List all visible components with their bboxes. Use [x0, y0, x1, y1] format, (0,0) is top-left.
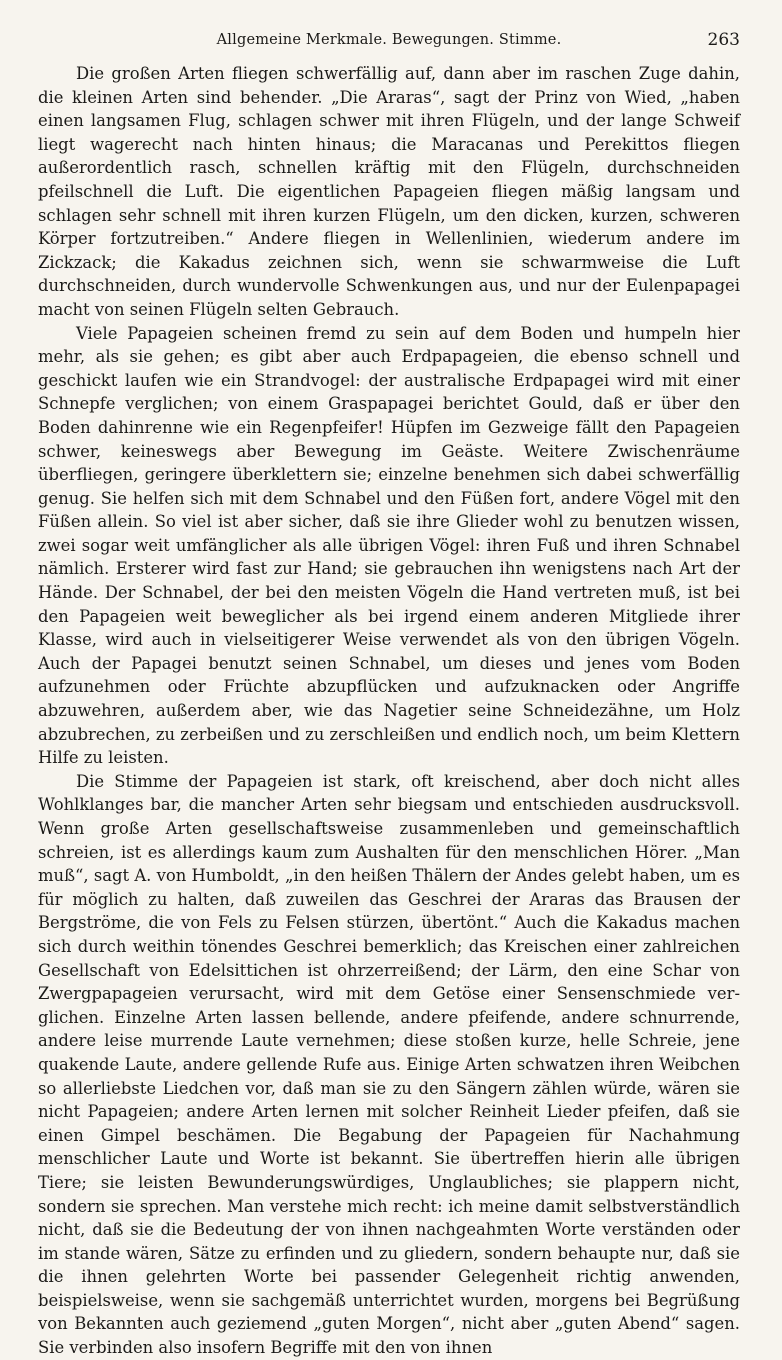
- paragraph-voice: Die Stimme der Papageien ist stark, oft kreischend, aber doch nicht alles Wohlklanges bar, die mancher Arten sehr biegsam und entschieden ausdrucksvoll. Wenn große Arten gesellschaftsweise zusammenleben und gemeinschaftlich schreien, ist es allerdings kaum zum Aushalten für den menschlichen Hörer. „Man muß“, sagt A. von Humboldt, „in den heißen Thälern der Andes gelebt haben, um es für möglich zu halten, daß zuweilen das Geschrei der Araras das Brausen der Bergströme, die von Fels zu Felsen stürzen, übertönt.“ Auch die Kakadus machen sich durch weithin tönendes Geschrei bemerklich; das Kreischen einer zahlreichen Gesellschaft von Edelsittichen ist ohrzerreißend; der Lärm, den eine Schar von Zwergpapageien verursacht, wird mit dem Getöse einer Sensenschmiede verglichen. Einzelne Arten lassen bellende, andere pfeifende, andere schnurrende, andere leise murrende Laute vernehmen; diese stoßen kurze, helle Schreie, jene quakende Laute, andere gellende Rufe aus. Einige Arten schwatzen ihren Weibchen so allerliebste Liedchen vor, daß man sie zu den Sängern zählen würde, wären sie nicht Papageien; andere Arten lernen mit solcher Reinheit Lieder pfeifen, daß sie einen Gimpel beschämen. Die Begabung der Papageien für Nachahmung menschlicher Laute und Worte ist bekannt. Sie übertreffen hierin alle übrigen Tiere; sie leisten Bewunderungswürdiges, Unglaubliches; sie plappern nicht, sondern sie sprechen. Man verstehe mich recht: ich meine damit selbstverständlich nicht, daß sie die Bedeutung der von ihnen nachgeahmten Worte verständen oder im stande wären, Sätze zu erfinden und zu gliedern, sondern behaupte nur, daß sie die ihnen gelehrten Worte bei passender Gelegenheit richtig anwenden, beispielsweise, wenn sie sachgemäß unterrichtet wurden, morgens bei Begrüßung von Bekannten auch geziemend „guten Morgen“, nicht aber „guten Abend“ sagen. Sie verbinden also insofern Begriffe mit den von ihnen: [38, 771, 740, 1358]
- page-number: 263: [707, 30, 740, 50]
- paragraph-locomotion: Viele Papageien scheinen fremd zu sein auf dem Boden und humpeln hier mehr, als sie gehen; es gibt aber auch Erdpapageien, die ebenso schnell und geschickt laufen wie ein Strandvogel: der australische Erdpapagei wird mit einer Schnepfe verglichen; von einem Graspapagei berichtet Gould, daß er über den Boden dahinrenne wie ein Regenpfeifer! Hüpfen im Gezweige fällt den Papageien schwer, keineswegs aber Bewegung im Geäste. Weitere Zwischenräume überfliegen, geringere überklettern sie; einzelne benehmen sich dabei schwerfällig genug. Sie helfen sich mit dem Schnabel und den Füßen fort, andere Vögel mit den Füßen allein. So viel ist aber sicher, daß sie ihre Glieder wohl zu benutzen wissen, zwei sogar weit umfänglicher als alle übrigen Vögel: ihren Fuß und ihren Schnabel nämlich. Ersterer wird fast zur Hand; sie gebrauchen ihn wenigstens nach Art der Hände. Der Schnabel, der bei den meisten Vögeln die Hand vertreten muß, ist bei den Papageien weit beweglicher als bei irgend einem anderen Mitgliede ihrer Klasse, wird auch in vielseitigerer Weise verwendet als von den übrigen Vögeln. Auch der Papagei benutzt seinen Schnabel, um dieses und jenes vom Boden aufzunehmen oder Früchte abzupflücken und aufzuknacken oder Angriffe abzuwehren, außerdem aber, wie das Nagetier seine Schneidezähne, um Holz abzubrechen, zu zerbeißen und zu zerschleißen und endlich noch, um beim Klettern Hilfe zu leisten.: [38, 323, 740, 768]
- running-title: Allgemeine Merkmale. Bewegungen. Stimme.: [216, 32, 562, 48]
- running-head: [38, 28, 740, 54]
- paragraph-flight: Die großen Arten fliegen schwerfällig auf, dann aber im raschen Zuge dahin, die kleinen Arten sind behender. „Die Araras“, sagt der Prinz von Wied, „haben einen langsamen Flug, schlagen schwer mit ihren Flügeln, und der lange Schweif liegt wagerecht nach hinten hinaus; die Maracanas und Perekittos fliegen außerordentlich rasch, schnellen kräftig mit den Flügeln, durchschneiden pfeilschnell die Luft. Die eigentlichen Papageien fliegen mäßig langsam und schlagen sehr schnell mit ihren kurzen Flügeln, um den dicken, kurzen, schweren Körper fortzutreiben.“ Andere fliegen in Wellenlinien, wiederum andere im Zickzack; die Kakadus zeichnen sich, wenn sie schwarmweise die Luft durchschneiden, durch wundervolle Schwenkungen aus, und nur der Eulenpapagei macht von seinen Flügeln selten Gebrauch.: [38, 64, 740, 319]
- body-text: [38, 62, 740, 1360]
